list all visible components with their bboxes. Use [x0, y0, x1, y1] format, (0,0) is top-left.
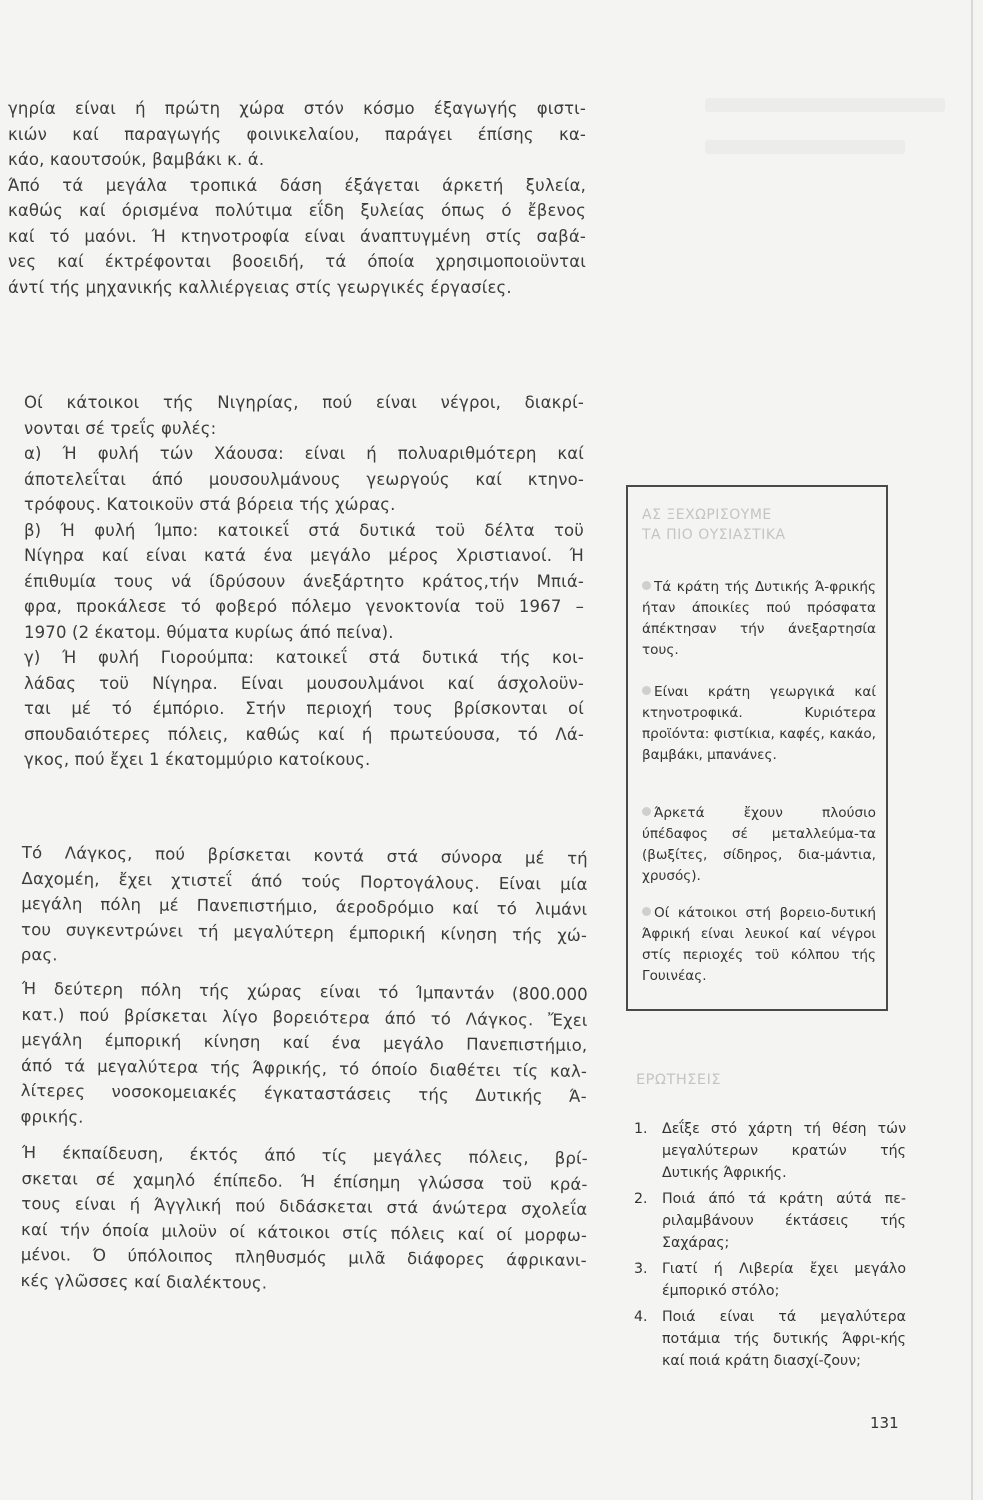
faded-text-bleed: [705, 140, 905, 154]
text-line: Άπό τά μεγάλα τροπικά δάση έξάγεται άρκετή ξυλεία,: [8, 175, 586, 195]
questions-heading: ΕΡΩΤΗΣΕΙΣ: [636, 1072, 722, 1088]
text-line: Δαχομέη, ἔχει χτιστεΐ άπό τούς Πορτογάλους. Είναι μία: [21, 868, 588, 894]
question-number: 3.: [634, 1261, 648, 1277]
question-item: [634, 1306, 906, 1372]
text-line: μεγάλη έμπορική κίνηση καί ένα μεγάλο Πανεπιστήμιο,: [21, 1029, 588, 1055]
text-line: νες καί έκτρέφονται βοοειδή, τά όποία χρησιμοποιοϋνται: [8, 252, 586, 271]
question-number: 4.: [634, 1309, 648, 1325]
bullet-icon: [642, 686, 651, 695]
page-edge: [971, 0, 973, 1500]
text-line: άπό τά μεγαλύτερα τής Άφρικής, τό όποίο διαθέτει τίς καλ-: [20, 1055, 588, 1081]
text-line: β) Ή φυλή Ίμπο: κατοικεΐ στά δυτικά τοϋ δέλτα τοϋ: [24, 520, 584, 540]
question-text: Δεΐξε στό χάρτη τή θέση τών μεγαλύτερων κρατών τής Δυτικής Άφρικής.: [662, 1121, 906, 1181]
summary-item: [642, 803, 876, 887]
text-line: καί τό μαόνι. Ή κτηνοτροφία είναι άναπτυγμένη στίς σαβά-: [8, 226, 586, 246]
summary-item-text: Άρκετά ἔχουν πλούσιο ύπέδαφος σέ μεταλλεύμα-τα (βωξίτες, σίδηρος, δια-μάντια, χρυσός).: [642, 805, 876, 884]
text-line: καί τήν όποία μιλοϋν οί κάτοικοι στίς πόλεις καί οί μορφω-: [20, 1219, 588, 1245]
text-line: κιών καί παραγωγής φοινικελαίου, παράγει έπίσης κα-: [8, 124, 586, 144]
text-line: μεγάλη πόλη μέ Πανεπιστήμιο, άεροδρόμιο καί τό λιμάνι: [21, 893, 588, 919]
text-line: τους είναι ή Άγγλική πού διδάσκεται στά άνώτερα σχολεΐα: [21, 1193, 588, 1219]
text-line: α) Ή φυλή τών Χάουσα: είναι ή πολυαριθμότερη καί: [24, 444, 584, 463]
paragraph-lagos: [21, 840, 588, 973]
question-text: Γιατί ή Λιβερία ἔχει μεγάλο έμπορικό στόλο;: [662, 1261, 906, 1299]
summary-heading-line: ΑΣ ΞΕΧΩΡΙΣΟΥΜΕ: [642, 507, 772, 523]
text-line: μένοι. Ό ύπόλοιπος πληθυσμός μιλᾶ διάφορες άφρικανι-: [20, 1244, 587, 1270]
text-line: Ή δεύτερη πόλη τής χώρας είναι τό Ίμπαντάν (800.000: [21, 978, 588, 1004]
summary-box: [626, 485, 888, 1011]
text-line: έπιθυμία τους νά ίδρύσουν άνεξάρτητο κράτος,τήν Μπιά-: [24, 571, 584, 591]
question-number: 1.: [634, 1121, 648, 1137]
text-line: σπουδαιότερες πόλεις, καθώς καί ή πρωτεύουσα, τό Λά-: [24, 724, 584, 744]
paragraph-exports: [8, 96, 586, 300]
text-line: γηρία είναι ή πρώτη χώρα στόν κόσμο έξαγωγής φιστι-: [8, 99, 586, 118]
paragraph-education: [20, 1140, 588, 1299]
text-line: Ή έκπαίδευση, έκτός άπό τίς μεγάλες πόλεις, βρί-: [21, 1142, 588, 1168]
text-line: ρας.: [20, 944, 58, 965]
summary-heading: [642, 505, 862, 545]
paragraph-ibadan: [20, 976, 588, 1135]
text-line: φρικής.: [20, 1106, 84, 1127]
text-line: γκος, πού ἔχει 1 έκατομμύριο κατοίκους.: [24, 750, 371, 769]
text-line: Νίγηρα καί είναι κατά ένα μεγάλο μέρος Χριστιανοί. Ή: [24, 546, 584, 565]
question-item: [634, 1258, 906, 1302]
text-line: καθώς καί όρισμένα πολύτιμα εΐδη ξυλείας όπως ό ἔβενος: [8, 201, 586, 220]
text-line: του συγκεντρώνει τή μεγαλύτερη έμπορική κίνηση τής χώ-: [20, 919, 588, 945]
text-line: Οί κάτοικοι τής Νιγηρίας, πού είναι νέγροι, διακρί-: [24, 393, 584, 412]
question-item: [634, 1118, 906, 1184]
questions-list: [634, 1118, 906, 1376]
text-line: κάο, καουτσούκ, βαμβάκι κ. ά.: [8, 150, 265, 169]
text-line: κατ.) πού βρίσκεται λίγο βορειότερα άπό τό Λάγκος. Ἔχει: [21, 1004, 588, 1030]
paragraph-tribes: [24, 390, 584, 773]
text-line: λάδας τοϋ Νίγηρα. Είναι μουσουλμάνοι καί άσχολοϋν-: [24, 673, 584, 693]
text-line: γ) Ή φυλή Γιορούμπα: κατοικεΐ στά δυτικά τής κοι-: [24, 648, 584, 667]
text-line: νονται σέ τρεΐς φυλές:: [24, 418, 217, 438]
text-line: φρα, προκάλεσε τό φοβερό πόλεμο γενοκτονία τοϋ 1967 –: [24, 597, 584, 616]
bullet-icon: [642, 907, 651, 916]
page-number: 131: [870, 1414, 899, 1432]
summary-item: [642, 577, 876, 661]
summary-heading-line: ΤΑ ΠΙΟ ΟΥΣΙΑΣΤΙΚΑ: [642, 527, 786, 543]
bullet-icon: [642, 581, 651, 590]
summary-item: [642, 682, 876, 766]
bullet-icon: [642, 807, 651, 816]
text-line: Τό Λάγκος, πού βρίσκεται κοντά στά σύνορα μέ τή: [21, 842, 588, 868]
summary-item-text: Οί κάτοικοι στή βορειο-δυτική Άφρική είναι λευκοί καί νέγροι στίς περιοχές τοϋ κόλπου τής Γουινέας.: [642, 905, 876, 984]
text-line: κές γλῶσσες καί διαλέκτους.: [20, 1270, 268, 1293]
text-line: άποτελεΐται άπό μουσουλμάνους γεωργούς καί κτηνο-: [24, 469, 584, 489]
summary-item-text: Είναι κράτη γεωργικά καί κτηνοτροφικά. Κυριότερα προϊόντα: φιστίκια, καφές, κακάο, βαμβάκι, μπανάνες.: [642, 684, 876, 763]
text-line: λίτερες νοσοκομειακές έγκαταστάσεις τής Δυτικής Ά-: [20, 1080, 587, 1106]
text-line: τρόφους. Κατοικοϋν στά βόρεια τής χώρας.: [24, 495, 396, 514]
text-line: άντί τής μηχανικής καλλιέργειας στίς γεωργικές έργασίες.: [8, 277, 512, 297]
text-line: σκεται σέ χαμηλό έπίπεδο. Ή έπίσημη γλώσσα τοϋ κρά-: [21, 1168, 588, 1194]
summary-item-text: Τά κράτη τής Δυτικής Ά-φρικής ήταν άποικίες πού πρόσφατα άπέκτησαν τήν άνεξαρτησία τους.: [642, 579, 876, 658]
question-item: [634, 1188, 906, 1254]
summary-item: [642, 903, 876, 987]
question-number: 2.: [634, 1191, 648, 1207]
text-line: ται μέ τό έμπόριο. Στήν περιοχή τους βρίσκονται οί: [24, 699, 584, 718]
question-text: Ποιά είναι τά μεγαλύτερα ποτάμια τής δυτικής Άφρι-κής καί ποιά κράτη διασχί-ζουν;: [662, 1309, 906, 1369]
question-text: Ποιά άπό τά κράτη αύτά πε-ριλαμβάνουν έκτάσεις τής Σαχάρας;: [662, 1191, 906, 1251]
faded-text-bleed: [705, 98, 945, 112]
text-line: 1970 (2 έκατομ. θύματα κυρίως άπό πείνα).: [24, 622, 394, 642]
